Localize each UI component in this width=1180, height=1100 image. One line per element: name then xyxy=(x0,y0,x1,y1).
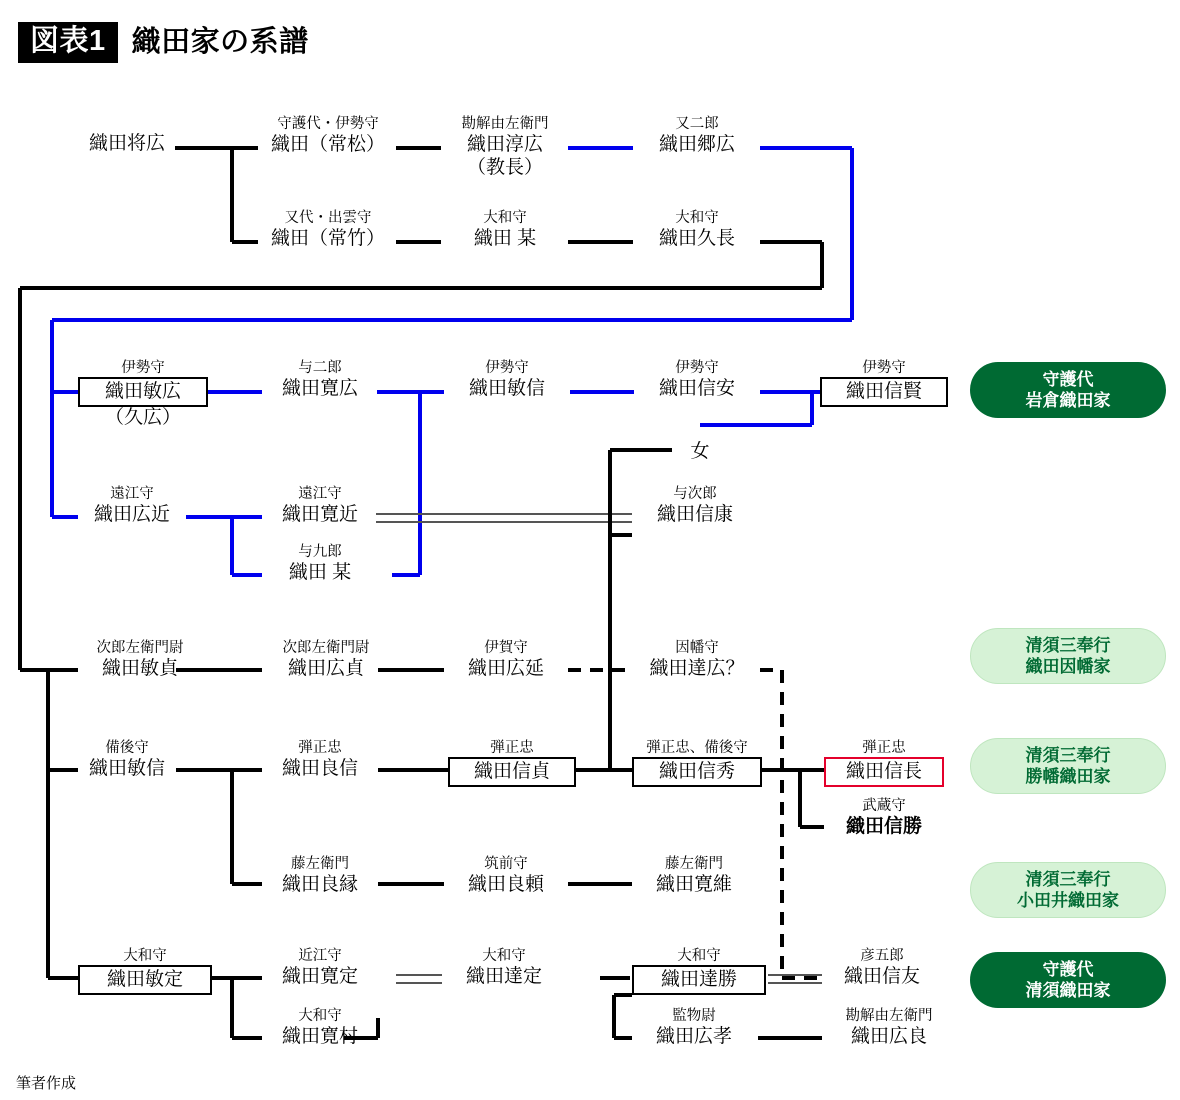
legend-line-2: 勝幡織田家 xyxy=(1025,767,1111,786)
person-rank: 勘解由左衛門 xyxy=(845,1008,933,1024)
person-rank: 彦五郎 xyxy=(860,948,904,964)
person-name: 織田敏定 xyxy=(78,965,212,995)
person-node[interactable] xyxy=(632,486,758,527)
legend-line-1: 清須三奉行 xyxy=(1025,869,1111,889)
legend-line-2: 織田因幡家 xyxy=(1025,657,1111,676)
person-node[interactable] xyxy=(78,132,176,156)
person-node[interactable] xyxy=(78,360,208,428)
legend-line-1: 守護代 xyxy=(1042,959,1094,979)
person-node-nobunaga[interactable] xyxy=(824,740,944,787)
person-name: 織田寛近 xyxy=(281,503,358,525)
person-rank: 武蔵守 xyxy=(862,798,906,814)
person-rank: 次郎左衛門尉 xyxy=(96,640,184,656)
person-name: 織田寛維 xyxy=(655,873,732,895)
person-alias: （久広） xyxy=(104,406,181,428)
legend-shobata-oda[interactable] xyxy=(970,738,1166,794)
person-rank: 弾正忠 xyxy=(490,740,534,756)
person-rank: 大和守 xyxy=(483,210,527,226)
person-node[interactable] xyxy=(824,798,944,839)
person-rank: 又代・出雲守 xyxy=(284,210,372,226)
person-node[interactable] xyxy=(262,856,378,897)
person-rank: 与二郎 xyxy=(298,360,342,376)
person-name: 織田敏信 xyxy=(468,377,545,399)
person-rank: 伊勢守 xyxy=(121,360,165,376)
person-node[interactable] xyxy=(632,640,762,681)
person-name: 織田寛広 xyxy=(281,377,358,399)
person-name: 織田達定 xyxy=(465,965,542,987)
person-node[interactable] xyxy=(448,740,576,787)
person-name: 織田広近 xyxy=(93,503,170,525)
person-name: 織田広延 xyxy=(467,657,544,679)
person-node[interactable] xyxy=(822,1008,956,1049)
person-name: 織田信友 xyxy=(843,965,920,987)
person-node[interactable] xyxy=(441,210,569,251)
person-name: 織田信勝 xyxy=(845,815,922,837)
person-name: 織田信安 xyxy=(658,377,735,399)
person-name: 織田（常竹） xyxy=(270,227,385,249)
person-rank: 又二郎 xyxy=(675,116,719,132)
person-name: 織田信康 xyxy=(656,503,733,525)
person-node[interactable] xyxy=(632,740,762,787)
person-rank: 与九郎 xyxy=(298,544,342,560)
legend-kiyosu-oda[interactable] xyxy=(970,952,1166,1008)
person-node[interactable] xyxy=(820,360,948,407)
person-rank: 因幡守 xyxy=(675,640,719,656)
person-name: 織田広孝 xyxy=(655,1025,732,1047)
person-node[interactable] xyxy=(262,360,378,401)
legend-line-2: 小田井織田家 xyxy=(1017,891,1119,910)
person-rank: 弾正忠 xyxy=(862,740,906,756)
person-rank: 大和守 xyxy=(298,1008,342,1024)
person-name: 織田良縁 xyxy=(281,873,358,895)
person-rank: 次郎左衛門尉 xyxy=(282,640,370,656)
person-name: 女 xyxy=(690,441,710,462)
person-name: 織田達勝 xyxy=(632,965,766,995)
person-node[interactable] xyxy=(262,740,378,781)
legend-line-1: 守護代 xyxy=(1042,369,1094,389)
person-node[interactable] xyxy=(258,116,398,157)
person-name: 織田淳広 xyxy=(466,133,543,155)
person-rank: 藤左衛門 xyxy=(665,856,723,872)
person-node[interactable] xyxy=(633,210,761,251)
person-node[interactable] xyxy=(262,1008,378,1049)
legend-oda-inaba[interactable] xyxy=(970,628,1166,684)
person-node[interactable] xyxy=(258,210,398,251)
person-rank: 勘解由左衛門 xyxy=(461,116,549,132)
person-name: 織田久長 xyxy=(658,227,735,249)
person-rank: 伊賀守 xyxy=(484,640,528,656)
person-node[interactable] xyxy=(262,948,378,989)
legend-line-2: 岩倉織田家 xyxy=(1025,391,1111,410)
person-name: 織田寛定 xyxy=(281,965,358,987)
person-name: 織田敏信 xyxy=(88,757,165,779)
person-rank: 大和守 xyxy=(675,210,719,226)
person-rank: 与次郎 xyxy=(673,486,717,502)
person-name: 織田 某 xyxy=(288,561,352,583)
person-rank: 藤左衛門 xyxy=(291,856,349,872)
figure-badge: 図表1 xyxy=(18,22,118,63)
person-rank: 遠江守 xyxy=(298,486,342,502)
credit-text: 筆者作成 xyxy=(16,1075,77,1092)
person-rank: 遠江守 xyxy=(110,486,154,502)
person-node[interactable] xyxy=(822,948,942,989)
person-name: 織田信秀 xyxy=(632,757,762,787)
person-node[interactable] xyxy=(632,856,756,897)
person-name: 織田広貞 xyxy=(287,657,364,679)
person-name: 織田広良 xyxy=(850,1025,927,1047)
page-title: 織田家の系譜 xyxy=(131,26,309,58)
person-rank: 大和守 xyxy=(123,948,167,964)
legend-line-1: 清須三奉行 xyxy=(1025,745,1111,765)
person-rank: 伊勢守 xyxy=(862,360,906,376)
person-node[interactable] xyxy=(444,640,568,681)
person-node[interactable] xyxy=(441,116,569,178)
person-name: 織田達広？ xyxy=(649,657,745,679)
person-node[interactable] xyxy=(262,486,378,527)
person-node[interactable] xyxy=(78,740,176,781)
person-rank: 弾正忠、備後守 xyxy=(646,740,748,756)
person-rank: 弾正忠 xyxy=(298,740,342,756)
person-node[interactable] xyxy=(444,856,568,897)
person-name: 織田（常松） xyxy=(270,133,385,155)
person-node[interactable] xyxy=(74,640,206,681)
person-node[interactable] xyxy=(260,640,392,681)
person-rank: 監物尉 xyxy=(672,1008,716,1024)
person-name: 織田敏広 xyxy=(78,377,208,407)
person-node[interactable] xyxy=(444,360,570,401)
person-name: 織田良信 xyxy=(281,757,358,779)
person-node[interactable] xyxy=(442,948,566,989)
person-name: 織田敏貞 xyxy=(101,657,178,679)
legend-iwakura-oda[interactable] xyxy=(970,362,1166,418)
person-name: 織田信賢 xyxy=(820,377,948,407)
person-name: 織田信長 xyxy=(824,757,944,787)
legend-line-1: 清須三奉行 xyxy=(1025,635,1111,655)
person-rank: 大和守 xyxy=(482,948,526,964)
person-rank: 大和守 xyxy=(677,948,721,964)
chart-title xyxy=(18,22,309,63)
person-name: 織田 某 xyxy=(473,227,537,249)
person-rank: 近江守 xyxy=(298,948,342,964)
person-alias: （教長） xyxy=(466,156,543,178)
person-rank: 伊勢守 xyxy=(675,360,719,376)
person-name: 織田将広 xyxy=(88,133,165,154)
person-node[interactable] xyxy=(672,440,728,464)
person-node[interactable] xyxy=(632,1008,756,1049)
person-rank: 筑前守 xyxy=(484,856,528,872)
person-name: 織田寛村 xyxy=(281,1025,358,1047)
person-node[interactable] xyxy=(78,948,212,995)
person-name: 織田郷広 xyxy=(658,133,735,155)
person-rank: 守護代・伊勢守 xyxy=(277,116,379,132)
legend-line-2: 清須織田家 xyxy=(1025,981,1111,1000)
person-name: 織田良頼 xyxy=(467,873,544,895)
person-node[interactable] xyxy=(634,360,760,401)
person-node[interactable] xyxy=(78,486,186,527)
person-rank: 伊勢守 xyxy=(485,360,529,376)
person-rank: 備後守 xyxy=(105,740,149,756)
person-name: 織田信貞 xyxy=(448,757,576,787)
person-node[interactable] xyxy=(633,116,761,157)
person-node[interactable] xyxy=(632,948,766,995)
legend-otai-oda[interactable] xyxy=(970,862,1166,918)
person-node[interactable] xyxy=(262,544,378,585)
